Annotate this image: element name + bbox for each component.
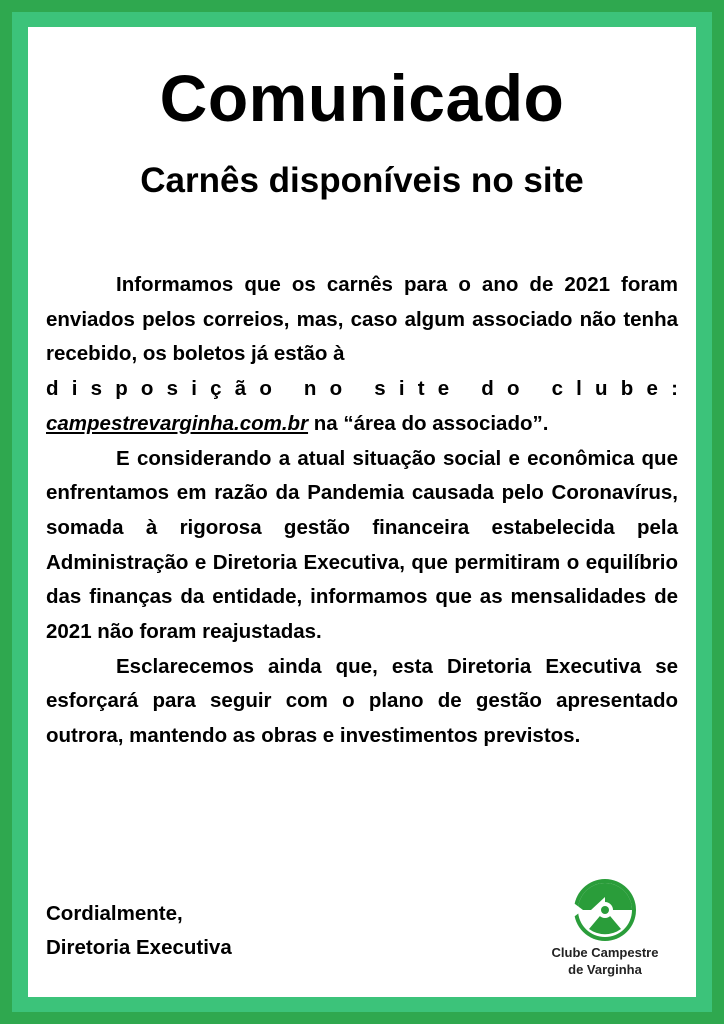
spaced-letter <box>285 372 291 407</box>
spaced-letter: o <box>329 377 343 401</box>
spaced-text-line <box>46 372 678 407</box>
spaced-letter: s <box>166 377 179 401</box>
paragraph-carnes <box>46 268 678 372</box>
spaced-letter: b <box>620 377 634 401</box>
spaced-letter: t <box>417 377 425 401</box>
spaced-letter: i <box>71 377 78 401</box>
spaced-letter: s <box>374 377 386 401</box>
spaced-letter: d <box>46 377 59 401</box>
spaced-letter: u <box>595 377 608 401</box>
spaced-letter: o <box>140 377 154 401</box>
spaced-letter: ã <box>234 377 247 401</box>
area-associado-text: na “área do associado”. <box>308 411 549 435</box>
signoff-signature: Diretoria Executiva <box>46 936 232 959</box>
spaced-letter: e <box>437 377 450 401</box>
spaced-letter: o <box>506 377 520 401</box>
paragraph-reajuste: E considerando a atual situação social e econômica que enfrentamos em razão da Pandemia causada pelo Coronavírus, somada à rigorosa gestão financeira estabelecida pela Administração e Diretoria Executiva, que permitiram o equilíbrio das finanças da entidade, informamos que as mensalidades de 2021 não foram reajustadas. <box>46 446 678 644</box>
spaced-letter <box>355 372 361 407</box>
spaced-letter: i <box>191 377 197 401</box>
spaced-letter: d <box>481 377 494 401</box>
spaced-letter: c <box>551 377 563 401</box>
notice-body <box>46 268 678 754</box>
spaced-letter: p <box>115 377 128 401</box>
page-title: Comunicado <box>159 61 565 135</box>
spaced-letter: o <box>259 377 272 401</box>
paragraph-carnes-link-line <box>46 407 678 442</box>
page-subtitle: Carnês disponíveis no site <box>140 161 584 200</box>
spaced-letter: l <box>576 377 582 401</box>
signoff-greeting: Cordialmente, <box>46 902 183 925</box>
spaced-letter: i <box>398 377 405 401</box>
club-name-line1: Clube Campestre <box>551 945 659 960</box>
spaced-letter: n <box>303 377 317 401</box>
signoff <box>46 897 346 965</box>
spaced-letter <box>462 372 468 407</box>
club-logo-icon <box>561 877 649 943</box>
paragraph-esclarecimento: Esclarecemos ainda que, esta Diretoria Executiva se esforçará para seguir com o plano de gestão apresentado outrora, mantendo as obras e investimentos previstos. <box>46 654 678 748</box>
site-link[interactable]: campestrevarginha.com.br <box>46 411 309 435</box>
notice-page <box>28 27 696 997</box>
spaced-letter: : <box>671 377 678 401</box>
spaced-letter: ç <box>210 377 222 401</box>
spaced-letter <box>533 372 539 407</box>
paragraph-carnes-intro: Informamos que os carnês para o ano de 2021 foram enviados pelos correios, mas, caso algum associado não tenha recebido, os boletos já estão à <box>46 273 678 366</box>
club-name-line2: de Varginha <box>568 962 642 977</box>
club-logo <box>536 877 674 981</box>
spaced-letter: e <box>646 377 658 401</box>
spaced-letter: s <box>90 377 103 401</box>
